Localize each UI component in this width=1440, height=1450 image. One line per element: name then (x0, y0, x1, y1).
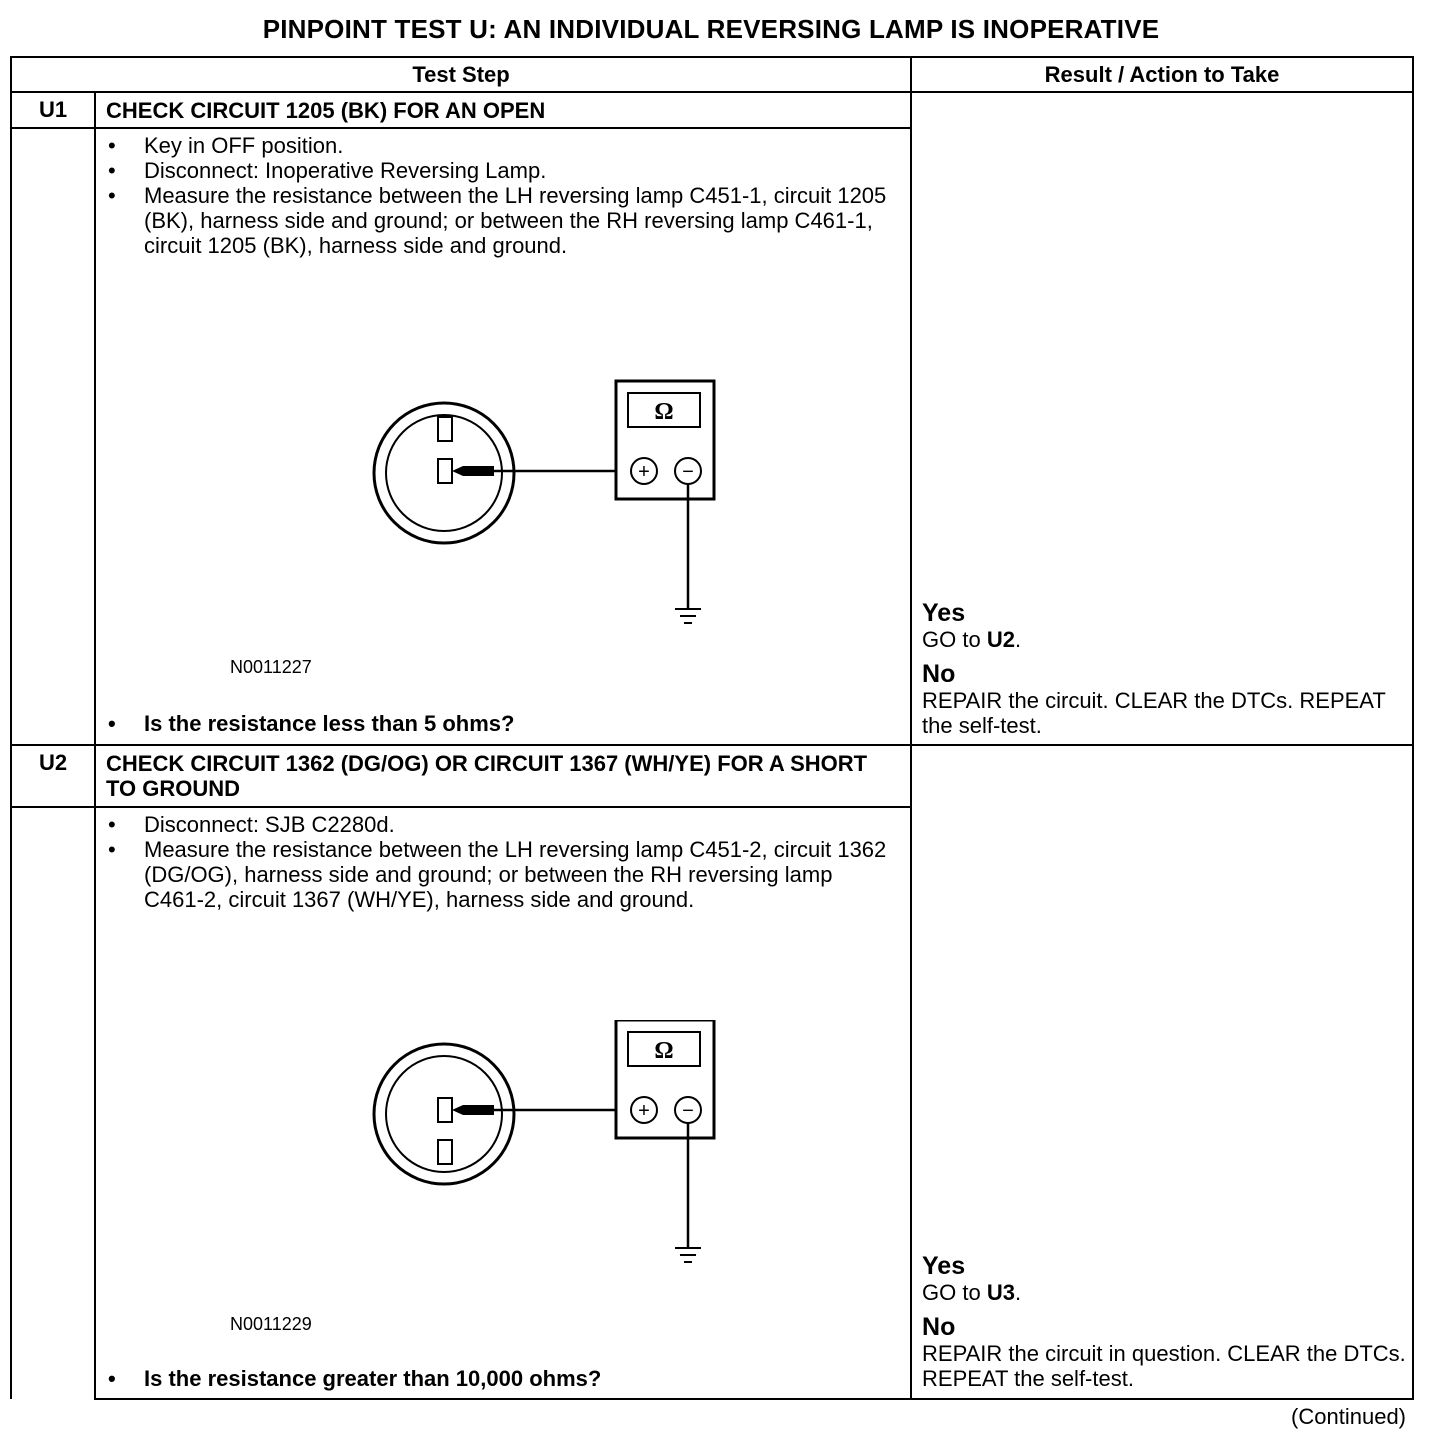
goto-step-link: U2 (986, 627, 1015, 652)
result-yes-action: GO to U3. (922, 1280, 1022, 1305)
result-yes-label: Yes (922, 1252, 966, 1280)
goto-step-link: U3 (986, 1280, 1015, 1305)
connector-pin-1 (438, 417, 452, 441)
result-yes-action: GO to U2. (922, 627, 1022, 652)
step-instructions (96, 133, 890, 258)
result-block (922, 1252, 1408, 1391)
instruction-item: • Disconnect: Inoperative Reversing Lamp. (96, 158, 890, 183)
test-probe (452, 1105, 494, 1115)
step-title: CHECK CIRCUIT 1362 (DG/OG) OR CIRCUIT 1367 (WH/YE) FOR A SHORT TO GROUND (95, 745, 911, 807)
plus-sign: + (638, 461, 650, 484)
figure-code: N0011227 (230, 657, 312, 678)
connector-pin-2 (438, 1098, 452, 1122)
result-no-label: No (922, 1313, 956, 1341)
result-yes-label: Yes (922, 599, 966, 627)
connector-pin-2 (438, 459, 452, 483)
plus-sign: + (638, 1100, 650, 1122)
instruction-item: • Measure the resistance between the LH reversing lamp C451-2, circuit 1362 (DG/OG), harness side and ground; or between the RH reversing lamp C461-2, circuit 1367 (WH/YE), harness side and ground. (96, 837, 890, 912)
ohm-symbol: Ω (654, 399, 674, 426)
instruction-item: • Measure the resistance between the LH reversing lamp C451-1, circuit 1205 (BK), harness side and ground; or between the RH reversing lamp C461-1, circuit 1205 (BK), harness side and ground. (96, 183, 890, 258)
result-no-action: REPAIR the circuit. CLEAR the DTCs. REPEAT the self-test. (922, 688, 1386, 738)
step-spacer (11, 128, 95, 745)
question-text: • Is the resistance less than 5 ohms? (96, 711, 876, 736)
step-question (96, 1366, 876, 1391)
step-instructions (96, 812, 890, 912)
continued-label: (Continued) (1291, 1404, 1406, 1429)
header-test-step: Test Step (11, 57, 911, 92)
step-id: U1 (11, 92, 95, 128)
ohm-symbol: Ω (654, 1038, 674, 1064)
instruction-item: • Key in OFF position. (96, 133, 890, 158)
step-id: U2 (11, 745, 95, 807)
ground-icon (675, 1248, 701, 1262)
page-title: PINPOINT TEST U: AN INDIVIDUAL REVERSING LAMP IS INOPERATIVE (262, 14, 1160, 44)
minus-sign: − (682, 461, 694, 484)
step-body (95, 128, 911, 745)
result-cell (911, 745, 1413, 1399)
ground-icon (675, 609, 701, 623)
test-probe (452, 466, 494, 476)
step-title: CHECK CIRCUIT 1205 (BK) FOR AN OPEN (95, 92, 911, 128)
minus-sign: − (682, 1100, 694, 1122)
ohmmeter-diagram (358, 1020, 718, 1280)
step-body (95, 807, 911, 1399)
instruction-item: • Disconnect: SJB C2280d. (96, 812, 890, 837)
result-no-label: No (922, 660, 956, 688)
result-block (922, 599, 1408, 738)
connector-pin-1 (438, 1140, 452, 1164)
ohmmeter-diagram (358, 379, 718, 639)
result-cell (911, 92, 1413, 745)
step-question (96, 711, 876, 736)
step-spacer (11, 807, 95, 1399)
header-result: Result / Action to Take (911, 57, 1413, 92)
figure-code: N0011229 (230, 1314, 312, 1334)
pinpoint-test-table (10, 56, 1414, 1400)
result-no-action: REPAIR the circuit in question. CLEAR the DTCs. REPEAT the self-test. (922, 1341, 1406, 1391)
question-text: • Is the resistance greater than 10,000 ohms? (96, 1366, 876, 1391)
